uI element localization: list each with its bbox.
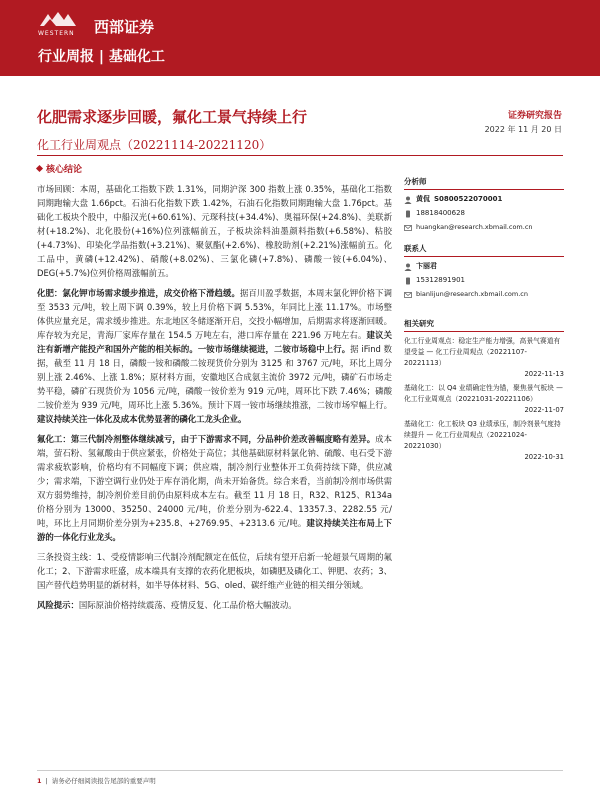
risk-paragraph (37, 598, 392, 612)
fluorochem-body: 成本端，萤石粉、氢氟酸由于供应紧张，价格处于高位；其他基础原材料氯化钠、硫酸、电石受下游需求疲软影响，价格均有不同幅度下调；供应端，制冷剂行业整体开工负荷持续下降，供应减少；需求端，下游空调行业仍处于库存消化期，尚未开始备货。综合来看，当前制冷剂市场供需双方弱势维持，制冷剂价差目前仍由原料成本左右。截至 11 月 18 日，R32、R125、R134a 价格分别为 13000、35250、24000 元/吨，价差分别为-622.4、13357.3、2282.55 元/吨，环比上月同期价差分别为+235.8、+2769.95、+2313.6 元/吨。 (37, 434, 393, 528)
title-divider (37, 155, 563, 156)
fertilizer-paragraph (37, 286, 392, 426)
footer-separator: | (45, 776, 48, 785)
report-date: 2022 年 11 月 20 日 (484, 125, 562, 134)
contact-email[interactable]: bianlijun@research.xbmail.com.cn (416, 290, 528, 298)
logo-english: WESTERN (38, 30, 75, 37)
analyst-name: 黄侃 (416, 195, 430, 203)
fertilizer-lead: 化肥：氯化钾市场需求缓步推进，成交价格下滑趋缓。 (37, 288, 240, 298)
page-footer (37, 776, 156, 785)
person-icon (404, 263, 412, 271)
fluorochem-paragraph (37, 432, 392, 544)
report-tag: 证券研究报告 (507, 111, 562, 121)
core-content (37, 182, 392, 616)
page-number: 1 (37, 776, 42, 785)
contact-heading: 联系人 (404, 243, 564, 257)
western-logo-icon (38, 10, 78, 30)
fertilizer-bold-2: 建议关注有新增产能投产和国外产能的相关标的。一铵市场继续褪进，二铵市场稳中上行。 (37, 330, 392, 354)
footer-divider (37, 770, 563, 771)
contact-name: 卞丽君 (416, 262, 437, 270)
fluorochem-lead: 氟化工：第三代制冷剂整体继续减亏，由于下游需求不同，分品种价差改善幅度略有差异。 (37, 434, 376, 444)
diamond-bullet-icon (36, 165, 43, 172)
related-item-date: 2022-10-31 (524, 453, 564, 461)
fluorochem-bold: 建议持续关注布局上下游的一体化行业龙头。 (37, 518, 393, 542)
logo-chinese: 西部证券 (94, 18, 155, 36)
phone-icon (404, 210, 412, 218)
related-research-heading: 相关研究 (404, 318, 564, 332)
related-item-text: 基础化工：化工板块 Q3 业绩承压，制冷剂景气度持续提升 — 化工行业周观点（20221024-20221030） (404, 420, 561, 450)
related-item[interactable] (404, 419, 564, 463)
phone-icon (404, 277, 412, 285)
fertilizer-body: 据百川盈孚数据，本周末氯化钾价格下调至 3533 元/吨，较上周下调 0.39%，较上月价格下调 5.53%，年同比上涨 11.17%。市场整体供应量充足，需求缓步推进。东北地区冬储逐渐开启，交投小幅增加，后期需求将逐渐回暖。库存较为充足，青海厂家库存量在 154.5 万吨左右，港口库存量在 221.96 万吨左右。 (37, 288, 393, 340)
report-header (0, 0, 600, 76)
related-item-date: 2022-11-13 (524, 370, 564, 378)
related-item[interactable] (404, 336, 564, 380)
analyst-email[interactable]: huangkan@research.xbmail.com.cn (416, 223, 533, 231)
core-heading-label: 核心结论 (46, 165, 83, 175)
page-title: 化肥需求逐步回暖，氟化工景气持续上行 (37, 108, 308, 126)
risk-lead: 风险提示： (37, 600, 79, 610)
core-conclusion-heading (37, 162, 82, 175)
analyst-phone-row (404, 208, 564, 219)
person-icon (404, 196, 412, 204)
related-item-text: 基础化工：以 Q4 业绩确定性为锚，聚焦景气板块 — 化工行业周观点（20221031-20221106） (404, 384, 563, 403)
analyst-cert: S0800522070001 (434, 195, 503, 203)
fertilizer-bold-3: 建议持续关注一体化及成本优势显著的磷化工龙头企业。 (37, 414, 247, 424)
investment-lines-paragraph: 三条投资主线：1、受疫情影响三代制冷剂配额定在低位，后续有望开启新一轮超景气周期的氟化工；2、下游需求旺盛，成本端具有支撑的农药化肥板块，如磷肥及磷化工、钾肥、农药；3、国产替代趋势明显的新材料，如半导体材料、5G、oled、碳纤维产业链的相关细分领域。 (37, 552, 392, 590)
sidebar (404, 176, 564, 466)
footer-disclaimer: 请务必仔细阅读报告尾部的重要声明 (51, 777, 156, 785)
risk-body: 国际原油价格持续震荡、疫情反复、化工品价格大幅波动。 (78, 600, 297, 610)
related-item-date: 2022-11-07 (524, 406, 564, 414)
market-review-paragraph: 市场回顾：本周，基础化工指数下跌 1.31%，同期沪深 300 指数上涨 0.35%，基础化工指数同期跑输大盘 1.66pct。石油石化指数下跌 1.42%，石油石化指数同期跑输大盘 1.76pct。基础化工板块个股中，中船汉光(+60.61%)、元琛科技(+34.4%)、奥福环保(+24.8%)、美联新材(+18.2%)、北化股份(+16%)位列涨幅前五，子板块涂料油墨颜料指数(+6.58%)、粘胶(+4.73%)、印染化学品指数(+3.21%)、聚氨酯(+2.6%)、橡胶助剂(+2.21%)涨幅前五。化工品中，黄磷(+12.42%)、硝酸(+8.02%)、三氯化磷(+7.8%)、磷酸一铵(+6.04%)、DEG(+5.7%)位列价格周涨幅前五。 (37, 184, 392, 278)
fertilizer-body-2: 据 iFind 数据，截至 11 月 18 日，磷酸一铵和磷酸二铵现货价分别为 3125 和 3767 元/吨，环比上周分别上涨 2.46%、上涨 1.8%；原材料方面，安徽地区合成氨主流价 3972 元/吨，磷矿石市场走势平稳，磷矿石现货价为 1056 元/吨，磷酸一铵价差为 919 元/吨，周环比下跌 7.46%；磷酸二铵价差为 939 元/吨，周环比上涨 5.36%。预计下周一铵市场继续推涨，二铵市场窄幅上行。 (37, 344, 392, 410)
report-type-label: 行业周报 | 基础化工 (38, 49, 165, 65)
page-subtitle: 化工行业周观点（20221114-20221120） (37, 138, 272, 152)
analyst-row (404, 194, 564, 205)
contact-phone: 15312891901 (416, 276, 465, 284)
contact-row (404, 261, 564, 272)
contact-email-row (404, 289, 564, 300)
related-item[interactable] (404, 383, 564, 416)
analyst-phone: 18818400628 (416, 209, 465, 217)
related-item-text: 化工行业周观点：稳定生产能力增强，高景气赛道有望受益 — 化工行业周观点（20221107-20221113） (404, 337, 561, 367)
email-icon (404, 224, 412, 232)
analyst-email-row (404, 222, 564, 233)
contact-phone-row (404, 275, 564, 286)
email-icon (404, 291, 412, 299)
analyst-heading: 分析师 (404, 176, 564, 190)
brand-logo (38, 10, 155, 37)
related-research-list (404, 336, 564, 463)
